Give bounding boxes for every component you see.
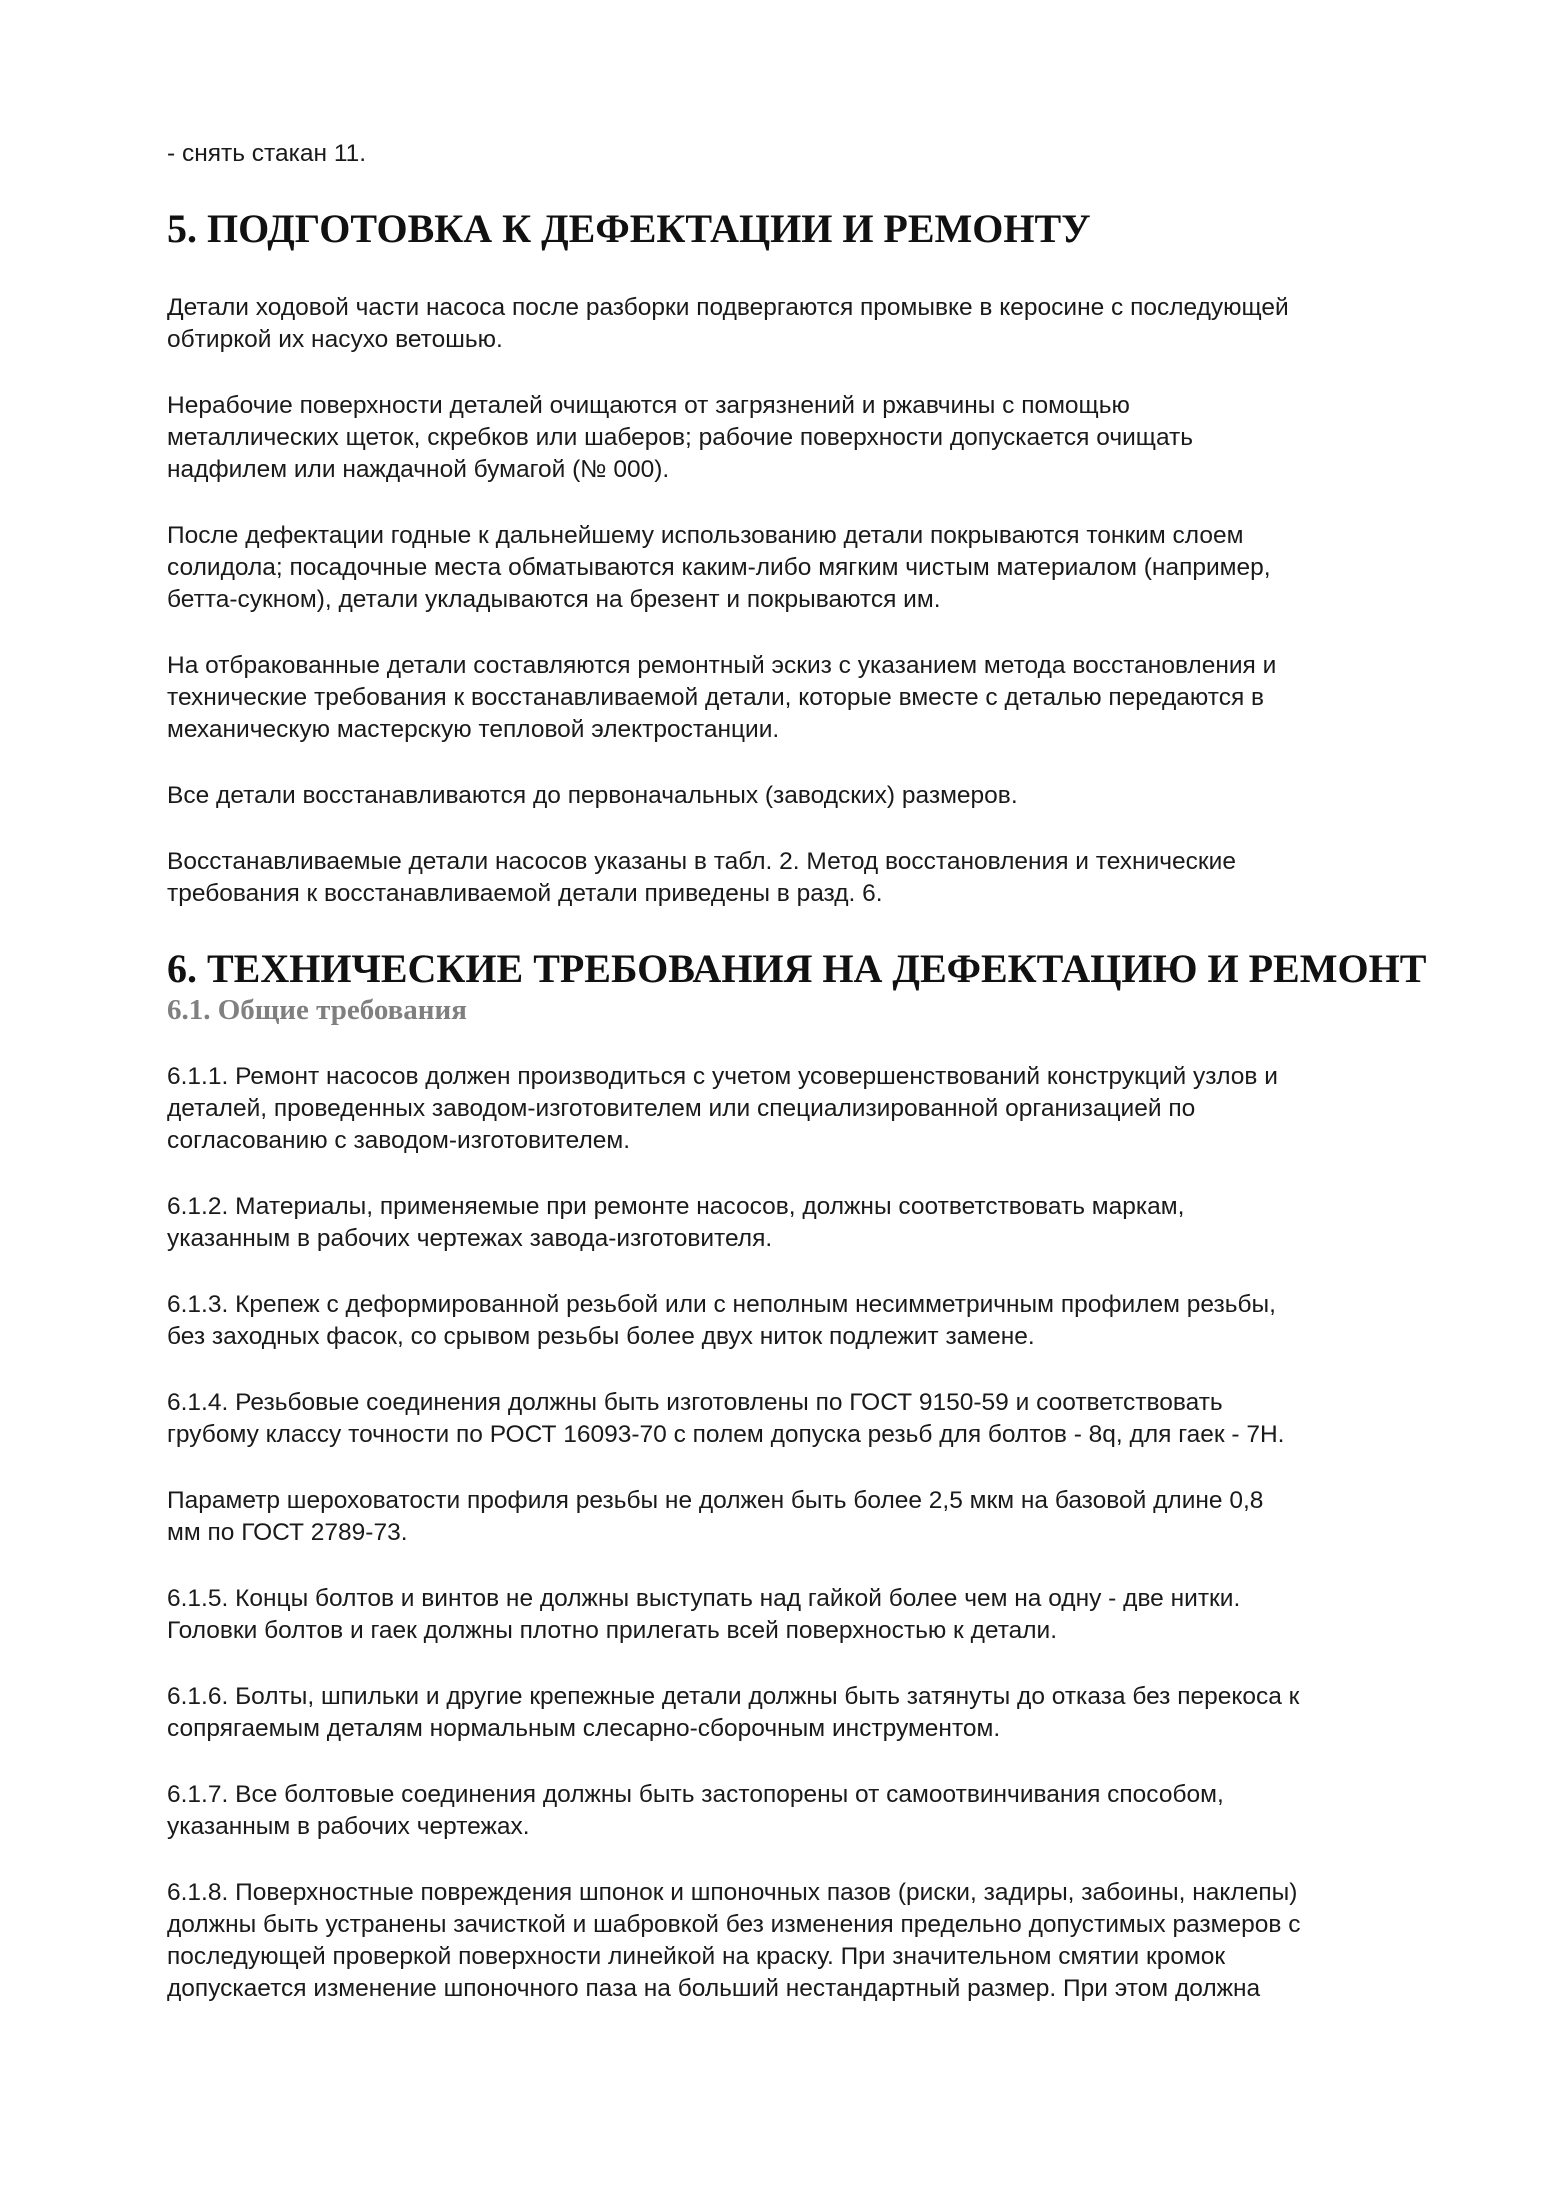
section-6-1-subheading: 6.1. Общие требования <box>167 994 467 1026</box>
paragraph-6-1-3: 6.1.3. Крепеж с деформированной резьбой или с неполным несимметричным профилем резьбы, без заходных фасок, со срывом резьбы более двух ниток подлежит замене. <box>167 1291 1276 1350</box>
section-5-paragraph-6: Восстанавливаемые детали насосов указаны в табл. 2. Метод восстановления и технические требования к восстанавливаемой детали приведены в разд. 6. <box>167 848 1236 907</box>
paragraph-roughness: Параметр шероховатости профиля резьбы не должен быть более 2,5 мкм на базовой длине 0,8 мм по ГОСТ 2789-73. <box>167 1487 1264 1546</box>
paragraph-6-1-1: 6.1.1. Ремонт насосов должен производиться с учетом усовершенствований конструкций узлов и деталей, проведенных заводом-изготовителем или специализированной организацией по согласованию с заводом-изготовителем. <box>167 1063 1278 1154</box>
section-5-paragraph-5: Все детали восстанавливаются до первоначальных (заводских) размеров. <box>167 782 1018 809</box>
section-6-heading: 6. ТЕХНИЧЕСКИЕ ТРЕБОВАНИЯ НА ДЕФЕКТАЦИЮ И РЕМОНТ <box>167 946 1427 991</box>
paragraph-6-1-2: 6.1.2. Материалы, применяемые при ремонте насосов, должны соответствовать маркам, указанным в рабочих чертежах завода-изготовителя. <box>167 1193 1185 1252</box>
paragraph-6-1-7: 6.1.7. Все болтовые соединения должны быть застопорены от самоотвинчивания способом, указанным в рабочих чертежах. <box>167 1781 1224 1840</box>
paragraph-6-1-5: 6.1.5. Концы болтов и винтов не должны выступать над гайкой более чем на одну - две нитки. Головки болтов и гаек должны плотно прилегать всей поверхностью к детали. <box>167 1585 1241 1644</box>
section-5-paragraph-2: Нерабочие поверхности деталей очищаются от загрязнений и ржавчины с помощью металлических щеток, скребков или шаберов; рабочие поверхности допускается очищать надфилем или наждачной бумагой (№ 000). <box>167 392 1194 483</box>
paragraph-6-1-8: 6.1.8. Поверхностные повреждения шпонок и шпоночных пазов (риски, задиры, забоины, наклепы) должны быть устранены зачисткой и шабровкой без изменения предельно допустимых размеров с последующей проверкой поверхности линейкой на краску. При значительном смятии кромок допускается изменение шпоночного паза на больший нестандартный размер. При этом должна <box>167 1879 1301 2002</box>
section-5-paragraph-4: На отбракованные детали составляются ремонтный эскиз с указанием метода восстановления и технические требования к восстанавливаемой детали, которые вместе с деталью передаются в механическую мастерскую тепловой электростанции. <box>167 652 1277 743</box>
section-5-paragraph-1: Детали ходовой части насоса после разборки подвергаются промывке в керосине с последующей обтиркой их насухо ветошью. <box>167 294 1289 353</box>
section-5-heading: 5. ПОДГОТОВКА К ДЕФЕКТАЦИИ И РЕМОНТУ <box>167 206 1091 251</box>
paragraph-6-1-4: 6.1.4. Резьбовые соединения должны быть изготовлены по ГОСТ 9150-59 и соответствовать грубому классу точности по РОСТ 16093-70 с полем допуска резьб для болтов - 8q, для гаек - 7Н. <box>167 1389 1285 1448</box>
paragraph-6-1-6: 6.1.6. Болты, шпильки и другие крепежные детали должны быть затянуты до отказа без перекоса к сопрягаемым деталям нормальным слесарно-сборочным инструментом. <box>167 1683 1300 1742</box>
document-body <box>167 138 1477 2005</box>
section-5-paragraph-3: После дефектации годные к дальнейшему использованию детали покрываются тонким слоем солидола; посадочные места обматываются каким-либо мягким чистым материалом (например, бетта-сукном), детали укладываются на брезент и покрываются им. <box>167 522 1271 613</box>
intro-line: - снять стакан 11. <box>167 140 367 167</box>
